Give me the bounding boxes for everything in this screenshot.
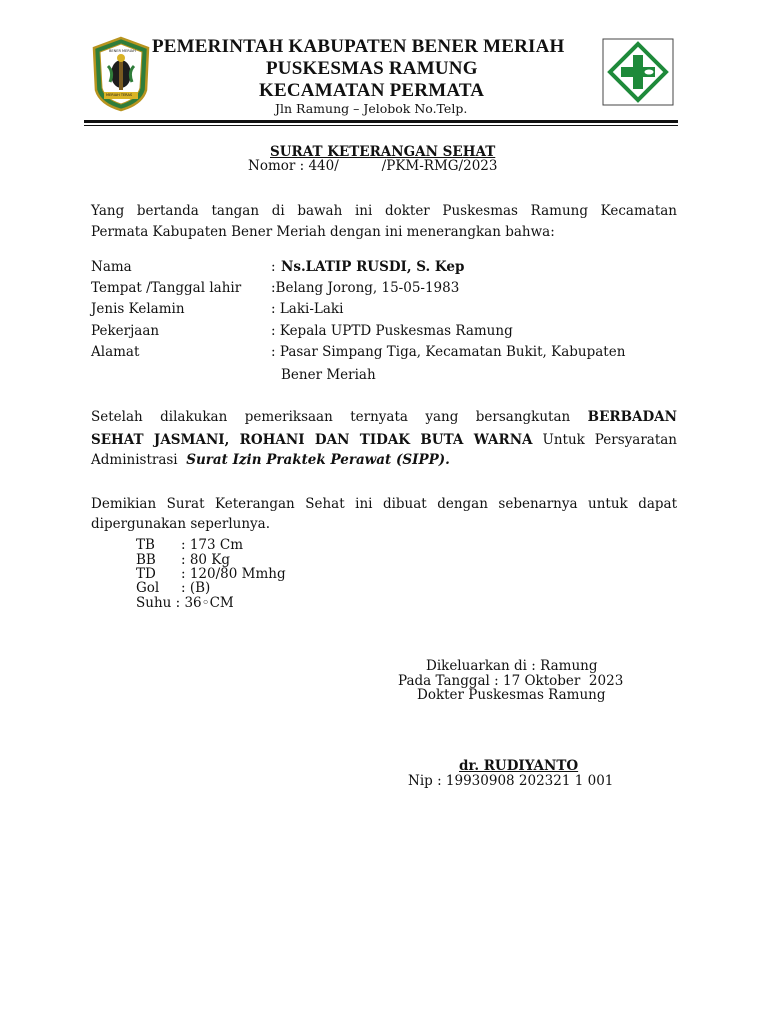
signer-nip: Nip : 19930908 202321 1 001 <box>408 773 614 789</box>
address-value-line-1: : Pasar Simpang Tiga, Kecamatan Bukit, Kabupaten <box>271 344 626 360</box>
document-number: Nomor : 440/ /PKM-RMG/2023 <box>248 158 498 174</box>
issued-place: Dikeluarkan di : Ramung <box>426 658 598 674</box>
address-label: Alamat <box>91 344 140 360</box>
vital-gol-label: Gol <box>136 580 160 596</box>
header-address: Jln Ramung – Jelobok No.Telp. <box>275 101 468 116</box>
emblem-top-text: BENER MERIAH <box>109 49 136 53</box>
result-line-3-text: Administrasi <box>91 452 178 468</box>
result-line-3-permit: Surat Izin Praktek Perawat (SIPP). <box>186 452 450 468</box>
birth-value: :Belang Jorong, 15-05-1983 <box>271 280 460 296</box>
vital-suhu: Suhu : 36◦CM <box>136 595 234 611</box>
birth-label: Tempat /Tanggal lahir <box>91 280 242 296</box>
gender-value: : Laki-Laki <box>271 301 344 317</box>
gender-label: Jenis Kelamin <box>91 301 185 317</box>
vital-bb-label: BB <box>136 552 156 568</box>
name-separator: : <box>271 259 276 275</box>
result-line-2-text: Untuk Persyaratan <box>542 432 677 448</box>
address-value-line-2: Bener Meriah <box>281 367 376 383</box>
result-line-2-bold: SEHAT JASMANI, ROHANI DAN TIDAK BUTA WARNA <box>91 432 533 448</box>
result-line-1-text: Setelah dilakukan pemeriksaan ternyata yang bersangkutan <box>91 409 571 425</box>
vital-td-label: TD <box>136 566 156 582</box>
closing-line-2: dipergunakan seperlunya. <box>91 516 271 532</box>
header-rule-thin <box>84 125 678 126</box>
job-label: Pekerjaan <box>91 323 160 339</box>
vital-tb-value: : 173 Cm <box>181 537 244 553</box>
document-title: SURAT KETERANGAN SEHAT <box>270 144 496 160</box>
name-label: Nama <box>91 259 132 275</box>
closing-line-1: Demikian Surat Keterangan Sehat ini dibuat dengan sebenarnya untuk dapat <box>91 496 677 512</box>
result-line-1 <box>91 409 677 425</box>
header-rule-thick <box>84 120 678 123</box>
name-value: Ns.LATIP RUSDI, S. Kep <box>281 259 465 275</box>
regency-emblem-logo <box>90 36 152 112</box>
vital-td-value: : 120/80 Mmhg <box>181 566 286 582</box>
vital-tb-label: TB <box>136 537 155 553</box>
intro-line-2: Permata Kabupaten Bener Meriah dengan ini menerangkan bahwa: <box>91 224 555 240</box>
vital-bb-value: : 80 Kg <box>181 552 231 568</box>
result-line-2 <box>91 432 677 448</box>
header-line-2: PUSKESMAS RAMUNG <box>266 58 478 79</box>
signer-role: Dokter Puskesmas Ramung <box>417 687 606 703</box>
intro-line-1: Yang bertanda tangan di bawah ini dokter Puskesmas Ramung Kecamatan <box>91 203 677 219</box>
signer-name: dr. RUDIYANTO <box>459 758 579 774</box>
vital-gol-value: : (B) <box>181 580 211 596</box>
result-line-3 <box>91 454 450 468</box>
puskesmas-cross-logo <box>602 38 674 106</box>
header-line-3: KECAMATAN PERMATA <box>259 80 485 101</box>
header-line-1: PEMERINTAH KABUPATEN BENER MERIAH <box>152 36 565 57</box>
issued-date: Pada Tanggal : 17 Oktober 2023 <box>398 673 624 689</box>
emblem-bottom-text: MERIAH TERAS <box>106 93 133 97</box>
result-line-1-bold: BERBADAN <box>587 409 677 425</box>
job-value: : Kepala UPTD Puskesmas Ramung <box>271 323 513 339</box>
